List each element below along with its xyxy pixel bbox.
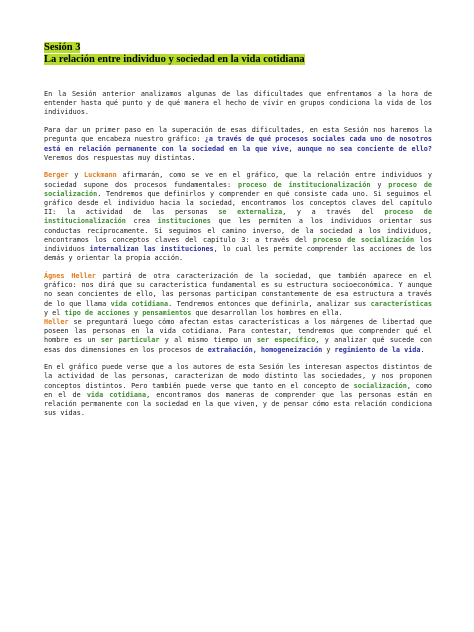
text-run: y [68, 171, 85, 180]
term-regimiento: regimiento de la vida [334, 345, 421, 354]
session-title: La relación entre individuo y sociedad en la vida cotidiana [44, 54, 305, 65]
term-vida-cotidiana: vida cotidiana [110, 299, 169, 308]
paragraph-conclusion [44, 363, 432, 418]
text-run: que desarrollan los hombres en ella. [191, 308, 343, 317]
term-instituciones: instituciones [157, 217, 211, 226]
text-run: , como en el de [44, 381, 432, 399]
paragraph-heller [44, 272, 432, 355]
term-vida-cotidiana-2: vida cotidiana [86, 390, 147, 399]
term-caracteristicas: características [370, 299, 432, 308]
text-run: Para dar un primer paso en la superación de esas dificultades, en esta Sesión nos haremos la pregunta que encabeza nuestro gráfico: [44, 126, 432, 144]
text-run: afirmarán, como se ve en el gráfico, que la relación entre individuos y sociedad supone dos procesos fundamentales: [44, 171, 432, 189]
term-ser-particular: ser particular [100, 336, 160, 345]
text-run: crea [125, 217, 158, 226]
text-run: los individuos [44, 235, 432, 254]
text-run: y al mismo tiempo un [159, 336, 257, 345]
text-run: se preguntará luego cómo afectan estas características a los márgenes de libertad que poseen las personas en la vida cotidiana. Para contestar, tendremos que comprender qué el hombre es un [44, 317, 432, 345]
text-run: , y analizar qué sucede con esas dos dimensiones en los procesos de [44, 336, 432, 354]
key-question: ¿a través de qué procesos sociales cada uno de nosotros está en relación permanente con la sociedad en la que vive, aunque no sea conciente de ello? [44, 135, 432, 153]
author-heller: Ágnes Heller [44, 271, 96, 280]
text-run: que les permiten a los individuos orientar sus conductas recíprocamente. Si seguimos el camino inverso, de la sociedad a los individuos, encontramos los conceptos claves del capítulo 3: a través del [44, 217, 432, 244]
term-internalizan: internalizan las instituciones [89, 245, 214, 254]
text-run: y el [44, 308, 65, 317]
session-heading [44, 42, 324, 66]
text-run: , y a través del [282, 208, 385, 217]
text-run: . Tendremos que definirlos y comprender en qué consiste cada uno. Si seguimos el gráfico desde el individuo hacia la sociedad, encontramos los conceptos claves del capítulo II: la actividad de las personas [44, 189, 432, 217]
term-extranacion: extrañación, homogeneización [207, 345, 323, 354]
term-tipo-acciones: tipo de acciones y pensamientos [64, 308, 192, 317]
text-run: En el gráfico puede verse que a los autores de esta Sesión les interesan aspectos distintos de la actividad de las personas, caracterizan de modo distinto las sociedades, y nos proponen conceptos distintos. Pero también puede verse que tanto en el concepto de [44, 363, 432, 390]
document-body [44, 90, 432, 427]
paragraph-berger-luckmann [44, 171, 432, 263]
term-institucionalizacion: proceso de institucionalización [238, 180, 371, 189]
author-heller-2: Heller [44, 317, 69, 326]
text-run: y [370, 180, 389, 189]
term-institucionalizacion-2: proceso de institucionalización [44, 208, 432, 226]
session-number: Sesión 3 [44, 42, 81, 53]
text-run: , encontramos dos maneras de comprender que las personas están en relación permanente con la sociedad en la que viven, y de pensar cómo esta relación condiciona sus vidas. [44, 390, 432, 418]
term-ser-especifico: ser específico [256, 336, 316, 345]
author-berger: Berger [44, 171, 69, 180]
text-run: . [420, 345, 425, 354]
term-socializacion-2: proceso de socialización [312, 235, 415, 244]
text-run: y [322, 345, 335, 354]
text-run: . Tendremos entonces que definirla, analizar sus [168, 299, 371, 308]
author-luckmann: Luckmann [84, 171, 117, 180]
paragraph-intro: En la Sesión anterior analizamos algunas de las dificultades que enfrentamos a la hora de entender hasta qué punto y de qué manera el hecho de vivir en grupos condiciona la vida de los individuos. [44, 90, 432, 117]
text-run: Veremos dos respuestas muy distintas. [44, 153, 196, 162]
paragraph-question [44, 126, 432, 163]
term-socializacion: proceso de socialización [44, 180, 433, 198]
text-run: , lo cual les permite comprender las acciones de los demás y orientar la propia acción. [44, 245, 432, 263]
term-socializacion-3: socialización [353, 381, 407, 390]
term-externaliza: se externaliza [218, 208, 283, 217]
text-run: partirá de otra caracterización de la sociedad, que también aparece en el gráfico: nos dirá que su característica fundamental es su estructura socioeconómica. Y aunque no sean concientes de ello, las personas participan constantemente de esa estructura a través de lo que llama [44, 271, 432, 308]
